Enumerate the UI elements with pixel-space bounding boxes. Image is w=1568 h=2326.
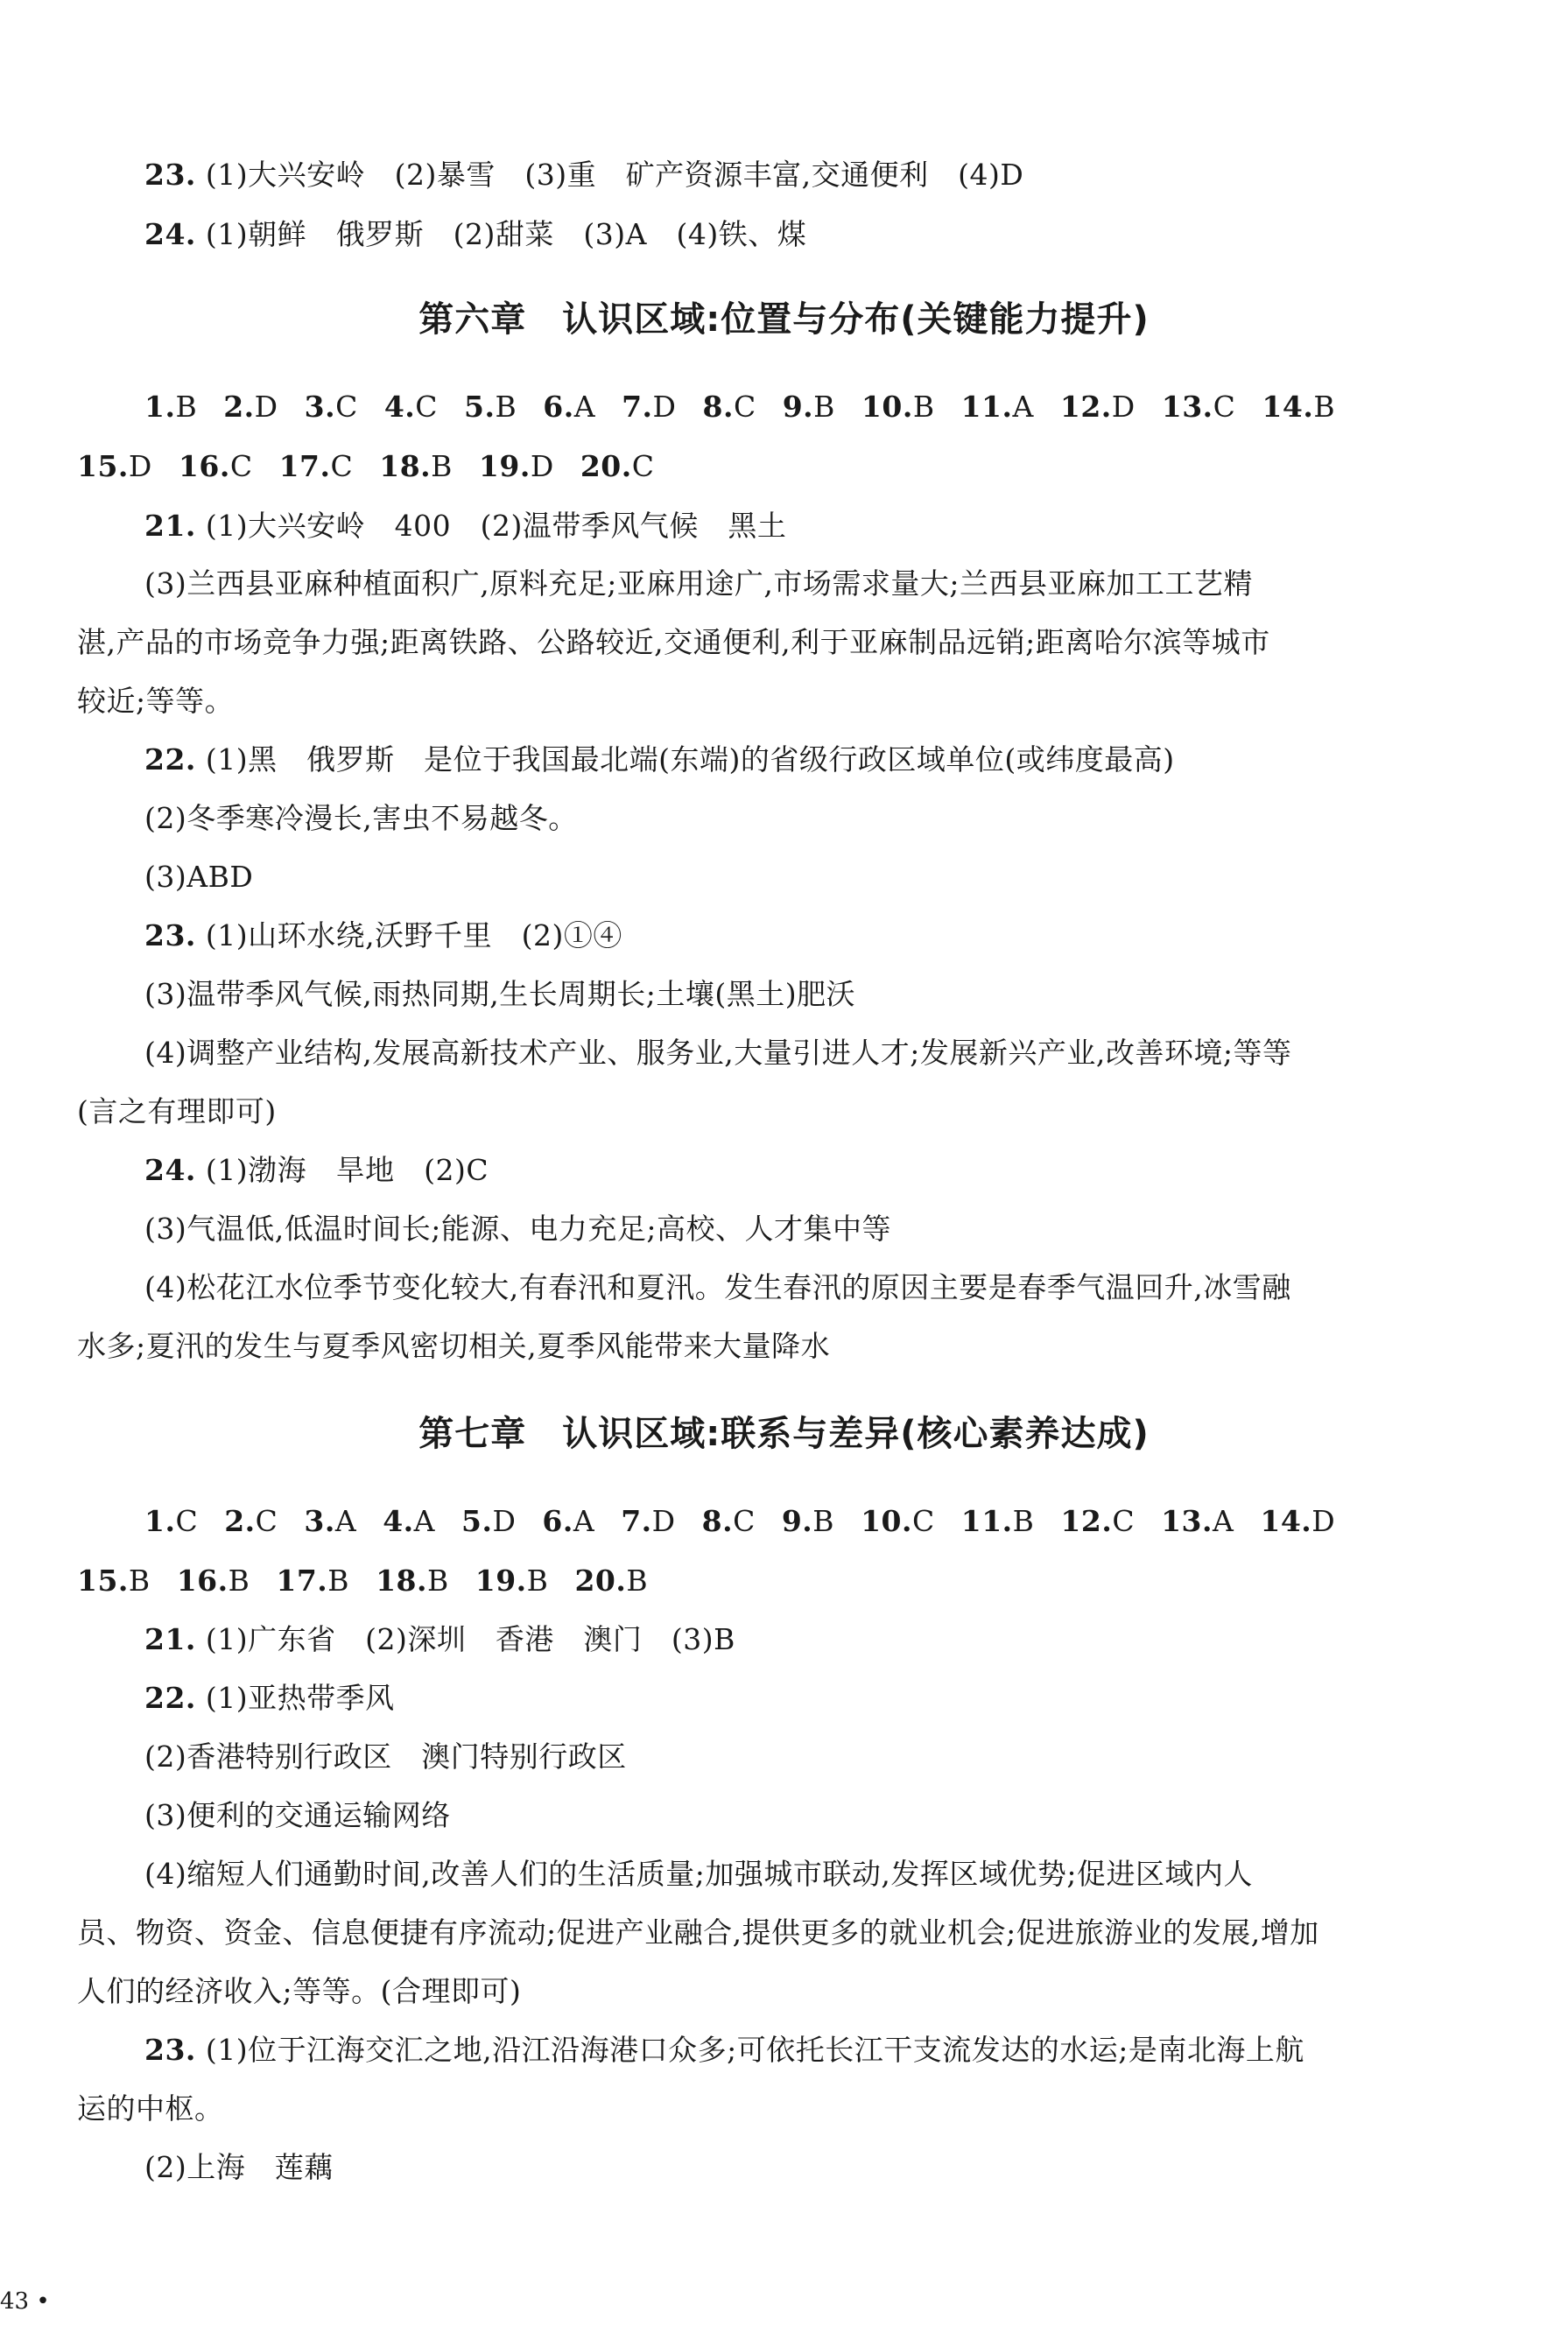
question-number: 21. [144, 1622, 196, 1656]
mc-answer [543, 390, 595, 425]
mc-answer [304, 1504, 356, 1539]
answer-text: (1)大兴安岭 (2)暴雪 (3)重 矿产资源丰富,交通便利 (4)D [205, 158, 1024, 192]
answer-line: (2)上海 莲藕 [144, 2150, 334, 2184]
mc-letter: D [254, 390, 278, 424]
mc-number: 2. [223, 390, 255, 424]
mc-answer [379, 449, 453, 484]
mc-number: 7. [621, 1504, 652, 1538]
mc-number: 1. [144, 1504, 176, 1538]
mc-letter: D [492, 1504, 517, 1538]
mc-number: 3. [304, 1504, 335, 1538]
mc-letter: C [415, 390, 439, 424]
mc-answer [574, 1564, 648, 1599]
mc-letter: D [1111, 390, 1136, 424]
mc-letter: B [495, 390, 517, 424]
mc-letter: C [911, 1504, 935, 1538]
question-number: 22. [144, 742, 196, 777]
mc-answer [177, 1564, 250, 1599]
answer-line [144, 1153, 489, 1188]
answer-line: 运的中枢。 [77, 2091, 224, 2126]
answer-line: 湛,产品的市场竞争力强;距离铁路、公路较近,交通便利,利于亚麻制品远销;距离哈尔滨等城市 [77, 625, 1270, 659]
answer-line [144, 158, 1023, 193]
mc-number: 20. [574, 1564, 627, 1598]
mc-answer [1262, 390, 1335, 425]
answer-line: (3)ABD [144, 860, 254, 894]
answer-line: (3)便利的交通运输网络 [144, 1798, 451, 1832]
answer-line: 较近;等等。 [77, 684, 235, 718]
mc-answers-row [77, 449, 680, 484]
mc-letter: C [175, 1504, 199, 1538]
question-number: 23. [144, 918, 196, 952]
answer-line: 员、物资、资金、信息便捷有序流动;促进产业融合,提供更多的就业机会;促进旅游业的发展,增加 [77, 1915, 1319, 1950]
answer-line: (3)气温低,低温时间长;能源、电力充足;高校、人才集中等 [144, 1212, 891, 1246]
answer-line: 水多;夏汛的发生与夏季风密切相关,夏季风能带来大量降水 [77, 1329, 831, 1363]
mc-answer [144, 1504, 198, 1539]
mc-letter: A [1213, 1504, 1234, 1538]
answer-line [144, 1681, 395, 1716]
mc-number: 11. [960, 1504, 1013, 1538]
answer-text: (1)朝鲜 俄罗斯 (2)甜菜 (3)A (4)铁、煤 [205, 217, 807, 251]
mc-answers-row [144, 390, 1361, 425]
mc-number: 20. [580, 449, 632, 483]
mc-letter: A [573, 1504, 595, 1538]
mc-number: 17. [278, 449, 331, 483]
answer-text: (1)黑 俄罗斯 是位于我国最北端(东端)的省级行政区域单位(或纬度最高) [205, 742, 1175, 777]
answer-line: (4)调整产业结构,发展高新技术产业、服务业,大量引进人才;发展新兴产业,改善环境;等等 [144, 1036, 1292, 1070]
mc-answer [464, 390, 517, 425]
question-number: 22. [144, 1681, 196, 1715]
mc-letter: A [1012, 390, 1034, 424]
mc-answer [461, 1504, 516, 1539]
answer-line [144, 918, 622, 953]
mc-answer [479, 449, 554, 484]
mc-number: 5. [461, 1504, 493, 1538]
mc-letter: A [334, 1504, 357, 1538]
answer-line: (3)温带季风气候,雨热同期,生长周期长;土壤(黑土)肥沃 [144, 977, 856, 1011]
mc-letter: C [733, 390, 756, 424]
chapter-heading: 第七章 认识区域:联系与差异(核心素养达成) [418, 1414, 1150, 1454]
mc-number: 9. [782, 390, 814, 424]
question-number: 24. [144, 1153, 196, 1187]
answer-line: (4)缩短人们通勤时间,改善人们的生活质量;加强城市联动,发挥区域优势;促进区域内人 [144, 1857, 1253, 1891]
mc-answer [279, 449, 354, 484]
mc-answer [384, 390, 438, 425]
mc-letter: C [1112, 1504, 1136, 1538]
mc-letter: B [1313, 390, 1336, 424]
mc-number: 14. [1262, 390, 1314, 424]
answer-text: (1)渤海 旱地 (2)C [205, 1153, 489, 1187]
mc-letter: C [335, 390, 358, 424]
mc-answer [144, 390, 197, 425]
answer-text: (1)山环水绕,沃野千里 (2)①④ [205, 918, 622, 952]
answer-line [144, 217, 806, 252]
answer-line: (言之有理即可) [77, 1094, 277, 1128]
answer-text: (1)亚热带季风 [205, 1681, 395, 1715]
mc-answers-row [77, 1564, 674, 1599]
mc-letter: C [631, 449, 655, 483]
answer-line: 人们的经济收入;等等。(合理即可) [77, 1974, 522, 2008]
mc-answer [961, 1504, 1035, 1539]
mc-letter: C [330, 449, 354, 483]
mc-answer [475, 1564, 549, 1599]
mc-answers-row [144, 1504, 1361, 1539]
mc-letter: D [1311, 1504, 1336, 1538]
mc-letter: B [128, 1564, 151, 1598]
mc-letter: B [431, 449, 453, 483]
mc-answer [1162, 390, 1236, 425]
mc-answer [861, 390, 935, 425]
mc-answer [783, 390, 835, 425]
mc-answer [1060, 390, 1136, 425]
mc-answer [77, 1564, 151, 1599]
chapter-heading: 第六章 认识区域:位置与分布(关键能力提升) [418, 299, 1150, 340]
answer-line: (4)松花江水位季节变化较大,有春汛和夏汛。发生春汛的原因主要是春季气温回升,冰雪融 [144, 1270, 1291, 1304]
mc-letter: B [228, 1564, 250, 1598]
mc-answer [77, 449, 152, 484]
answer-line: (2)冬季寒冷漫长,害虫不易越冬。 [144, 801, 578, 835]
mc-letter: A [573, 390, 596, 424]
mc-number: 1. [144, 390, 176, 424]
mc-answer [1161, 1504, 1234, 1539]
mc-answer [621, 1504, 675, 1539]
mc-letter: D [651, 1504, 676, 1538]
mc-answer [961, 390, 1034, 425]
mc-number: 19. [478, 449, 531, 483]
answer-line: (2)香港特别行政区 澳门特别行政区 [144, 1739, 627, 1774]
question-number: 23. [144, 2033, 196, 2067]
mc-number: 9. [781, 1504, 813, 1538]
mc-letter: C [255, 1504, 278, 1538]
mc-answer [224, 1504, 278, 1539]
mc-answer [542, 1504, 594, 1539]
mc-answer [223, 390, 278, 425]
mc-number: 15. [77, 449, 129, 483]
mc-letter: B [426, 1564, 449, 1598]
answer-line [144, 742, 1175, 777]
mc-number: 4. [383, 390, 416, 424]
mc-letter: B [175, 390, 198, 424]
mc-letter: B [327, 1564, 350, 1598]
mc-answer [305, 390, 358, 425]
mc-letter: A [413, 1504, 435, 1538]
mc-letter: C [1213, 390, 1236, 424]
mc-number: 6. [543, 390, 574, 424]
answer-text: (1)大兴安岭 400 (2)温带季风气候 黑土 [205, 509, 787, 543]
mc-number: 5. [464, 390, 496, 424]
mc-answer [622, 390, 676, 425]
mc-answer [702, 1504, 756, 1539]
question-number: 21. [144, 509, 196, 543]
mc-number: 17. [276, 1564, 328, 1598]
mc-letter: D [652, 390, 677, 424]
mc-letter: B [626, 1564, 649, 1598]
mc-number: 18. [376, 1564, 427, 1598]
mc-number: 12. [1060, 1504, 1113, 1538]
question-number: 23. [144, 158, 196, 192]
mc-answer [383, 1504, 435, 1539]
answer-text: (1)位于江海交汇之地,沿江沿海港口众多;可依托长江干支流发达的水运;是南北海上航 [205, 2033, 1304, 2067]
mc-answer [276, 1564, 349, 1599]
mc-letter: D [128, 449, 152, 483]
page-number: 43 • [0, 2288, 50, 2315]
mc-number: 14. [1260, 1504, 1312, 1538]
mc-number: 3. [304, 390, 336, 424]
mc-answer [702, 390, 756, 425]
mc-number: 10. [861, 1504, 912, 1538]
mc-number: 15. [77, 1564, 129, 1598]
mc-letter: B [813, 390, 835, 424]
mc-letter: B [526, 1564, 549, 1598]
mc-number: 11. [960, 390, 1013, 424]
mc-answer [376, 1564, 449, 1599]
mc-letter: D [530, 449, 554, 483]
mc-number: 16. [176, 1564, 229, 1598]
answer-text: (1)广东省 (2)深圳 香港 澳门 (3)B [205, 1622, 735, 1656]
mc-number: 18. [379, 449, 432, 483]
mc-number: 4. [383, 1504, 414, 1538]
mc-answer [1060, 1504, 1135, 1539]
answer-line [144, 509, 786, 544]
mc-number: 16. [178, 449, 230, 483]
mc-answer [580, 449, 655, 484]
mc-number: 13. [1161, 1504, 1213, 1538]
mc-letter: B [1012, 1504, 1035, 1538]
answer-line: (3)兰西县亚麻种植面积广,原料充足;亚麻用途广,市场需求量大;兰西县亚麻加工工艺精 [144, 566, 1253, 601]
mc-letter: C [733, 1504, 756, 1538]
mc-number: 12. [1059, 390, 1112, 424]
mc-number: 10. [861, 390, 913, 424]
mc-answer [782, 1504, 834, 1539]
mc-answer [861, 1504, 935, 1539]
mc-number: 13. [1161, 390, 1213, 424]
mc-number: 7. [622, 390, 653, 424]
mc-number: 8. [702, 390, 734, 424]
question-number: 24. [144, 217, 196, 251]
mc-answer [179, 449, 253, 484]
mc-letter: B [812, 1504, 835, 1538]
mc-number: 2. [224, 1504, 256, 1538]
mc-letter: B [912, 390, 935, 424]
mc-number: 8. [701, 1504, 734, 1538]
mc-answer [1260, 1504, 1335, 1539]
mc-number: 19. [475, 1564, 527, 1598]
mc-number: 6. [542, 1504, 573, 1538]
answer-line [144, 1622, 735, 1657]
mc-letter: C [229, 449, 253, 483]
answer-line [144, 2033, 1304, 2068]
